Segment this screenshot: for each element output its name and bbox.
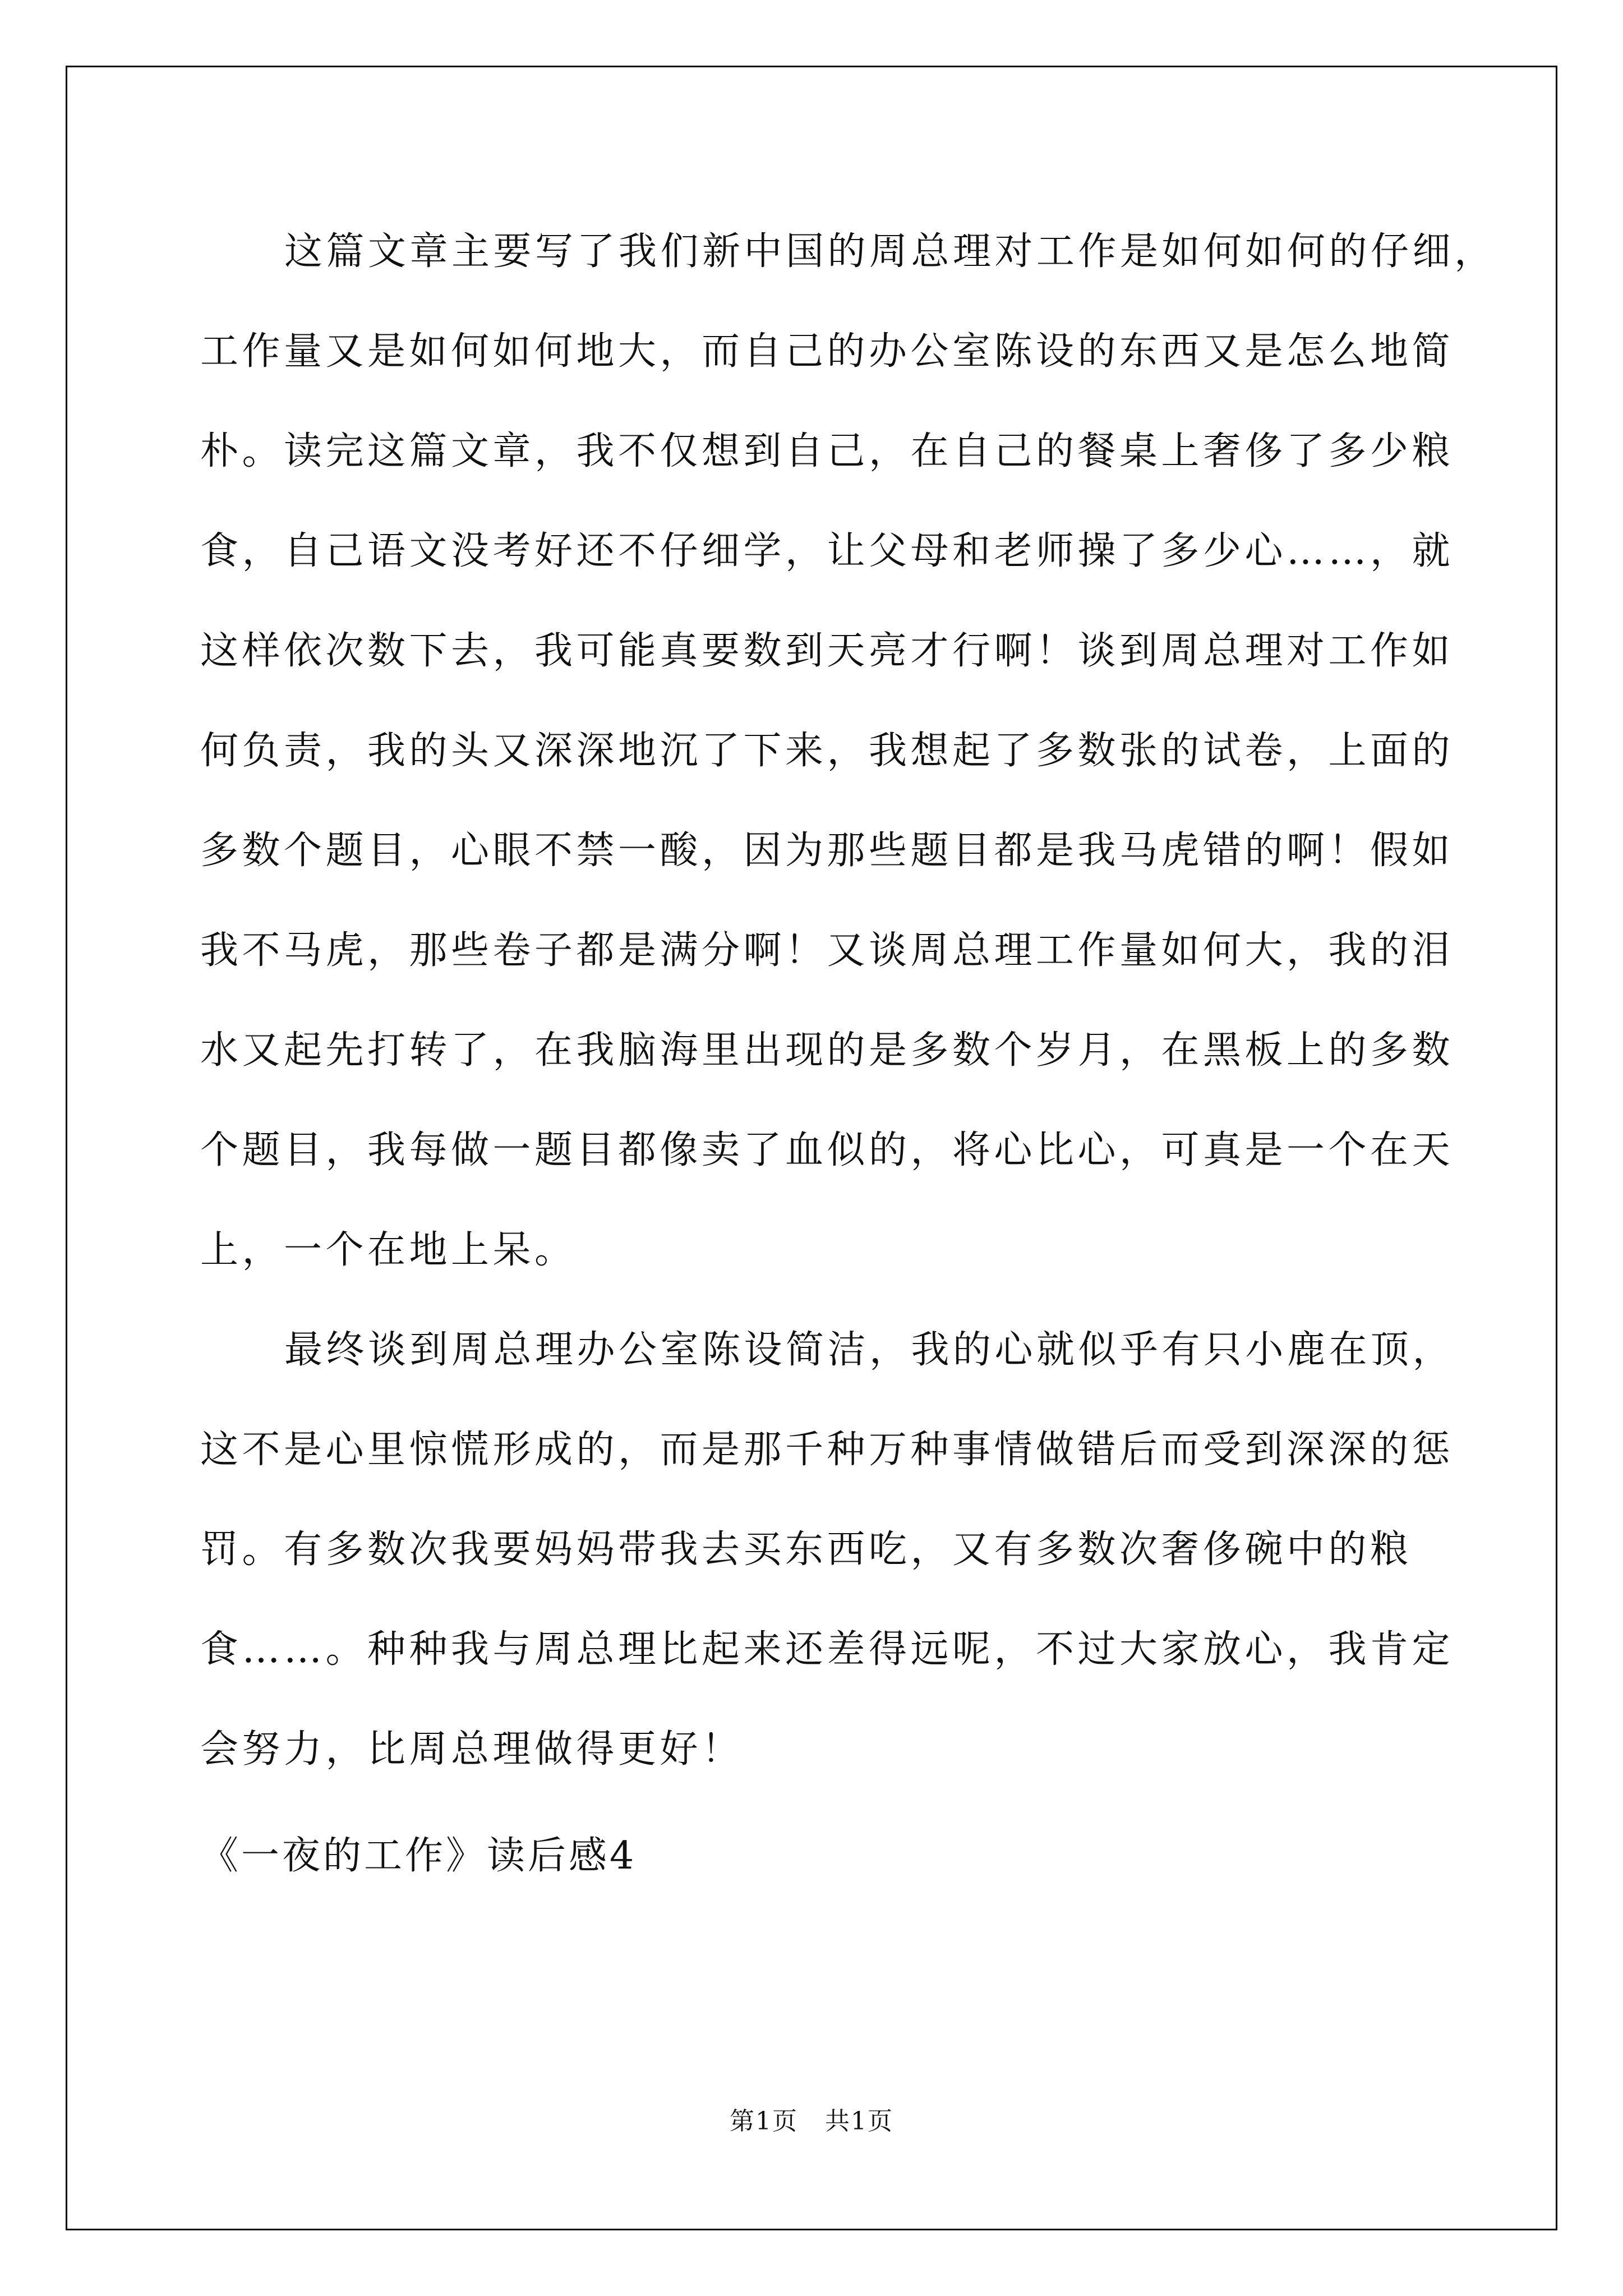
- paragraph-line: 这样依次数下去，我可能真要数到天亮才行啊！谈到周总理对工作如: [200, 629, 1454, 673]
- paragraph-line: 朴。读完这篇文章，我不仅想到自己，在自己的餐桌上奢侈了多少粮: [200, 429, 1454, 473]
- paragraph-line: 罚。有多数次我要妈妈带我去买东西吃，又有多数次奢侈碗中的粮: [200, 1527, 1412, 1572]
- page-number-footer: 第1页 共1页: [730, 2107, 893, 2136]
- paragraph-line: 会努力，比周总理做得更好！: [200, 1727, 744, 1772]
- paragraph-line: 工作量又是如何如何地大，而自己的办公室陈设的东西又是怎么地简: [200, 329, 1454, 374]
- paragraph-line: 食……。种种我与周总理比起来还差得远呢，不过大家放心，我肯定: [200, 1627, 1454, 1672]
- next-article-title: 《一夜的工作》读后感4: [200, 1834, 637, 1878]
- paragraph-line: 食，自己语文没考好还不仔细学，让父母和老师操了多少心……，就: [200, 529, 1454, 573]
- paragraph-line: 多数个题目，心眼不禁一酸，因为那些题目都是我马虎错的啊！假如: [200, 829, 1454, 873]
- paragraph-line: 何负责，我的头又深深地沉了下来，我想起了多数张的试卷，上面的: [200, 729, 1454, 773]
- paragraph-line: 个题目，我每做一题目都像卖了血似的，将心比心，可真是一个在天: [200, 1128, 1454, 1172]
- paragraph-line: 水又起先打转了，在我脑海里出现的是多数个岁月，在黑板上的多数: [200, 1028, 1454, 1073]
- paragraph-line: 上，一个在地上呆。: [200, 1228, 577, 1272]
- paragraph-line: 我不马虎，那些卷子都是满分啊！又谈周总理工作量如何大，我的泪: [200, 928, 1454, 973]
- paragraph-line: 这篇文章主要写了我们新中国的周总理对工作是如何如何的仔细，: [284, 229, 1496, 274]
- paragraph-2: [200, 1326, 1455, 1825]
- paragraph-line: 这不是心里惊慌形成的，而是那千种万种事情做错后而受到深深的惩: [200, 1428, 1454, 1472]
- paragraph-line: 最终谈到周总理办公室陈设简洁，我的心就似乎有只小鹿在顶，: [284, 1328, 1455, 1372]
- document-body: [200, 227, 1496, 1899]
- paragraph-1: [200, 227, 1496, 1326]
